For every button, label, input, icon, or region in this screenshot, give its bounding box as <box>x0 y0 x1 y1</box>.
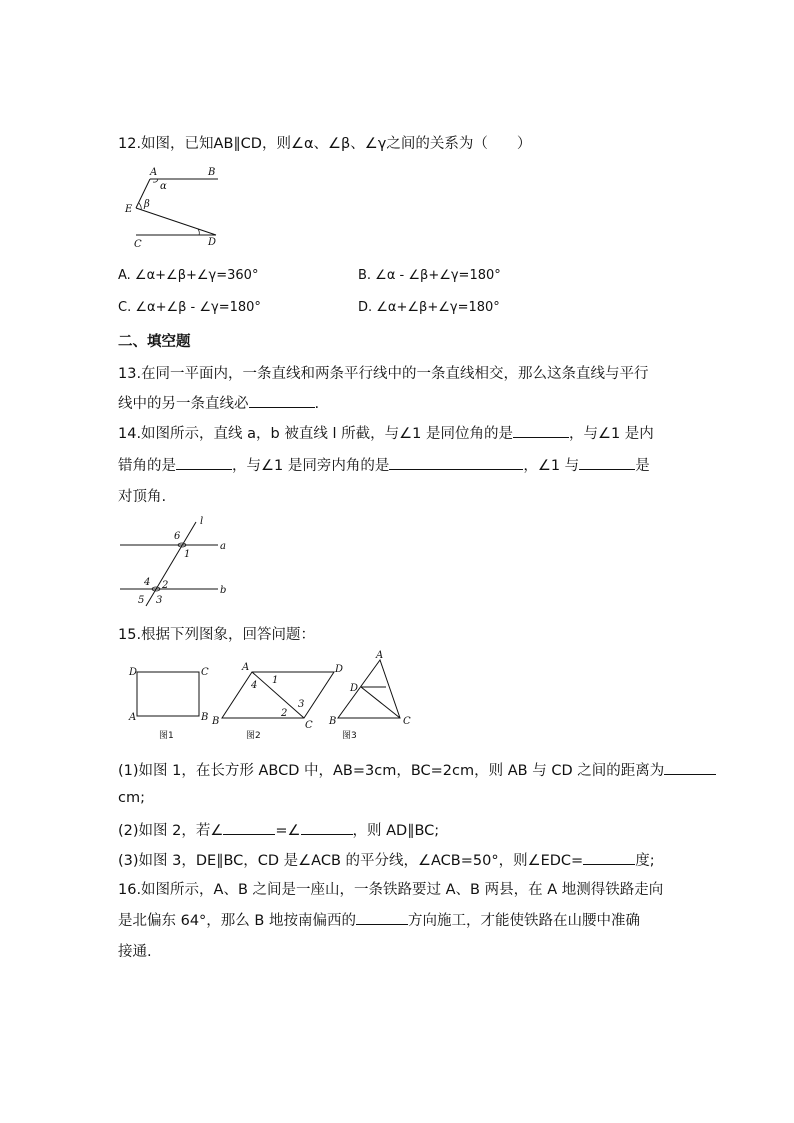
q15-figures <box>124 650 424 744</box>
q12-option-c[interactable]: C. ∠α+∠β - ∠γ=180° <box>118 300 261 315</box>
q15-blank-3[interactable] <box>301 820 353 835</box>
q12-label-beta: β <box>144 199 150 210</box>
q14-text-d: ，与∠1 是同旁内角的是 <box>232 458 390 474</box>
q14-text-a: 14.如图所示，直线 a，b 被直线 l 所截，与∠1 是同位角的是 <box>118 426 513 442</box>
q14-label-6: 6 <box>174 531 181 542</box>
q12-option-b[interactable]: B. ∠α - ∠β+∠γ=180° <box>358 268 501 283</box>
q13-blank[interactable] <box>249 393 315 408</box>
q14-figure <box>118 514 238 608</box>
q12-label-A: A <box>150 167 158 178</box>
q12-stem: 12.如图，已知AB∥CD，则∠α、∠β、∠γ之间的关系为（ ） <box>118 136 532 152</box>
q15-f3-label-C: C <box>403 716 411 727</box>
q14-label-2: 2 <box>162 580 169 591</box>
q12-label-E: E <box>125 204 133 215</box>
q15-f2-label-A: A <box>242 662 250 673</box>
q14-text-c: 错角的是 <box>118 458 176 474</box>
q15-f3-label-B: B <box>329 716 337 727</box>
q14-blank-1[interactable] <box>513 423 569 438</box>
q15-blank-1[interactable] <box>664 760 716 775</box>
q16-text-b: 方向施工，才能使铁路在山腰中准确 <box>407 913 640 929</box>
q15-f2-label-3: 3 <box>298 699 305 710</box>
q16-line1: 16.如图所示，A、B 之间是一座山，一条铁路要过 A、B 两县，在 A 地测得铁路走向 <box>118 882 664 898</box>
q13-text-b: . <box>314 396 320 412</box>
q15-fig3-caption: 图3 <box>342 731 357 741</box>
q15-blank-2[interactable] <box>223 820 275 835</box>
q15-p3-text-a: (3)如图 3，DE∥BC，CD 是∠ACB 的平分线，∠ACB=50°，则∠EDC= <box>118 853 584 869</box>
q15-p2 <box>118 819 439 840</box>
q15-p3 <box>118 849 655 870</box>
q12-label-D: D <box>208 237 217 248</box>
q14-blank-2[interactable] <box>176 455 232 470</box>
q12-option-d[interactable]: D. ∠α+∠β+∠γ=180° <box>358 300 500 315</box>
q15-fig2-caption: 图2 <box>246 731 261 741</box>
q14-label-b: b <box>220 585 227 596</box>
q14-text-e: ，∠1 与 <box>523 458 580 474</box>
q14-label-5: 5 <box>138 595 145 606</box>
q15-f1-label-A: A <box>129 712 137 723</box>
q14-label-a: a <box>220 541 226 552</box>
q15-f3-label-D: D <box>350 683 359 694</box>
q14-line2 <box>118 454 650 475</box>
q13-text-a: 线中的另一条直线必 <box>118 396 249 412</box>
q12-label-B: B <box>208 167 216 178</box>
q15-p1-line2: cm; <box>118 790 145 806</box>
q14-text-b: ，与∠1 是内 <box>568 426 654 442</box>
q16-line3: 接通. <box>118 944 152 960</box>
q15-f1-label-C: C <box>201 667 209 678</box>
q15-f2-label-4: 4 <box>251 680 258 691</box>
q15-f2-label-C: C <box>305 720 313 731</box>
section-title: 二、填空题 <box>118 334 191 350</box>
q15-f3-label-A: A <box>376 650 384 661</box>
q14-label-3: 3 <box>156 595 163 606</box>
q15-p2-text-a: (2)如图 2，若∠ <box>118 823 224 839</box>
q13-line2 <box>118 392 319 413</box>
q15-f1-label-D: D <box>129 667 138 678</box>
q14-text-f: 是 <box>635 458 650 474</box>
q16-text-a: 是北偏东 64°，那么 B 地按南偏西的 <box>118 913 356 929</box>
q15-p1-line1 <box>118 759 716 780</box>
q14-blank-4[interactable] <box>579 455 635 470</box>
q15-blank-4[interactable] <box>583 850 635 865</box>
q15-fig1-caption: 图1 <box>159 731 174 741</box>
q15-f1-label-B: B <box>201 712 209 723</box>
q15-f2-label-1: 1 <box>272 675 279 686</box>
q16-line2 <box>118 909 640 930</box>
q14-line1 <box>118 422 654 443</box>
q15-p2-text-c: ，则 AD∥BC; <box>352 823 440 839</box>
q14-line3: 对顶角. <box>118 489 167 505</box>
q15-p2-text-b: =∠ <box>275 823 301 839</box>
q13-line1: 13.在同一平面内，一条直线和两条平行线中的一条直线相交，那么这条直线与平行 <box>118 366 649 382</box>
q14-label-1: 1 <box>184 549 191 560</box>
q15-p1-text: (1)如图 1，在长方形 ABCD 中，AB=3cm，BC=2cm，则 AB 与 CD 之间的距离为 <box>118 763 665 779</box>
q15-p3-text-b: 度; <box>635 853 655 869</box>
q12-figure <box>120 163 230 253</box>
q12-label-alpha: α <box>160 181 167 192</box>
q14-blank-3[interactable] <box>389 455 523 470</box>
q16-blank[interactable] <box>356 910 408 925</box>
q14-label-l: l <box>200 516 204 527</box>
q14-label-4: 4 <box>144 577 151 588</box>
q15-stem: 15.根据下列图象，回答问题： <box>118 627 316 643</box>
q15-f2-label-2: 2 <box>281 708 288 719</box>
q15-f2-label-D: D <box>335 664 344 675</box>
q12-label-C: C <box>134 239 142 250</box>
q12-option-a[interactable]: A. ∠α+∠β+∠γ=360° <box>118 268 259 283</box>
q15-f2-label-B: B <box>212 716 220 727</box>
